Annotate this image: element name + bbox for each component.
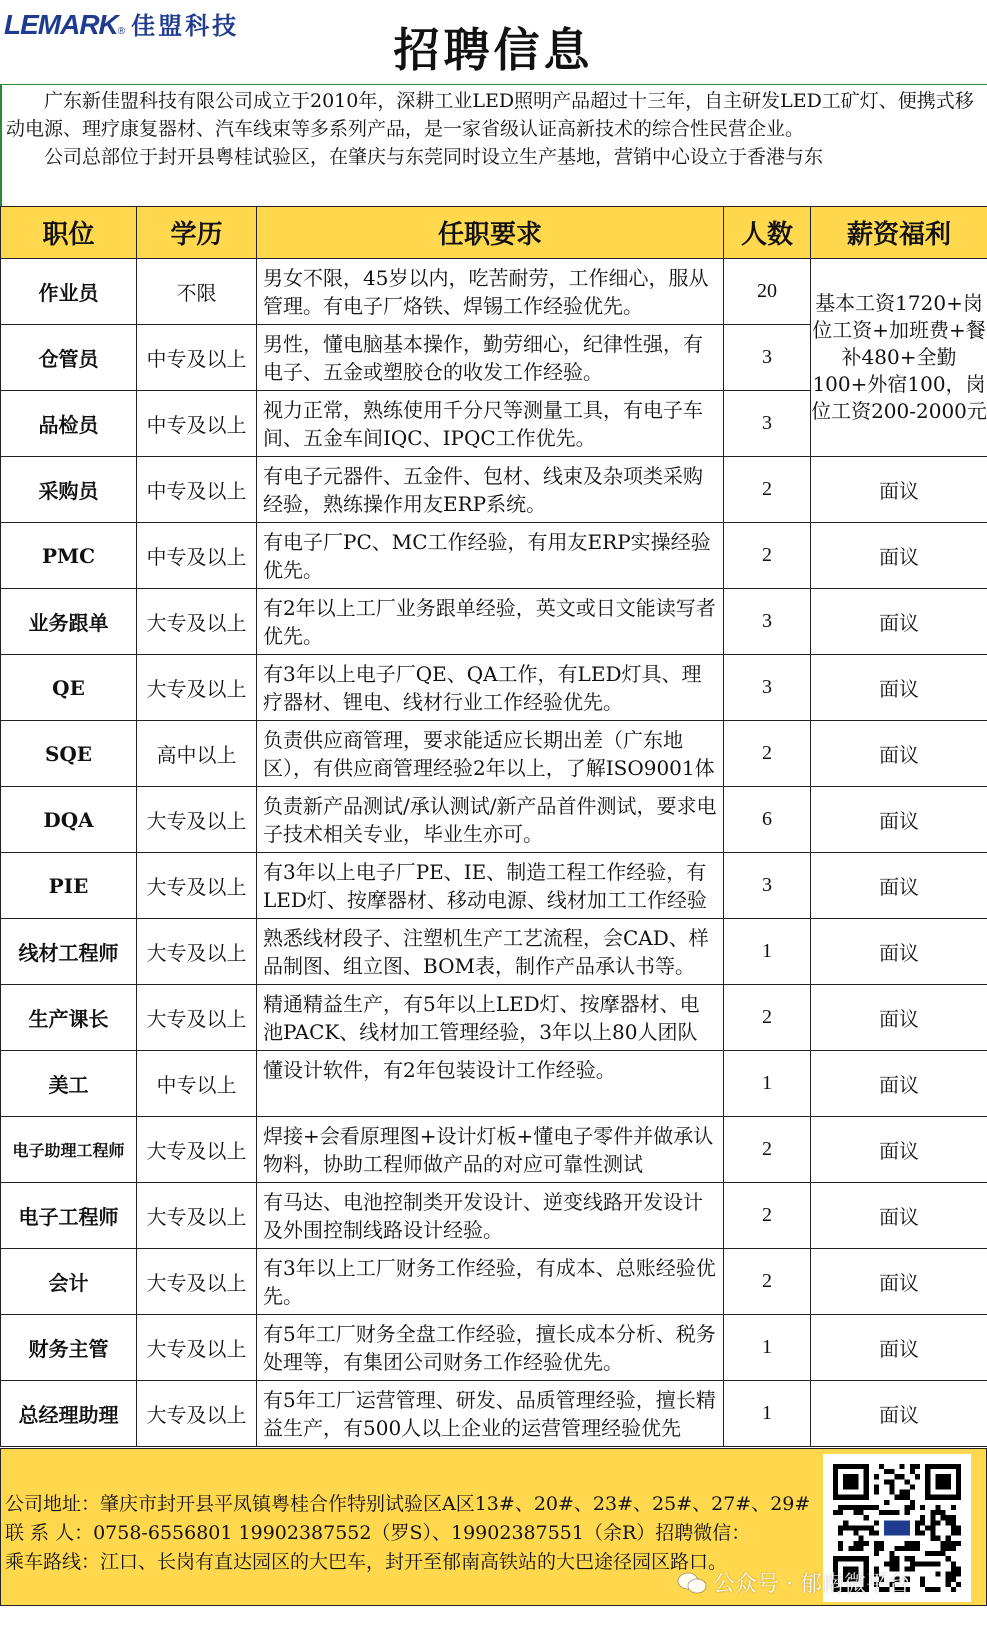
job-requirement-text: 男女不限，45岁以内，吃苦耐劳，工作细心，服从管理。有电子厂烙铁、焊锡工作经验优先。 (263, 266, 709, 318)
job-requirement (257, 1315, 724, 1381)
job-requirement-text: 有3年以上工厂财务工作经验，有成本、总账经验优先。 (263, 1256, 716, 1308)
footer-route: 乘车路线：江口、长岗有直达园区的大巴车，封开至郁南高铁站的大巴途径园区路口。 (5, 1551, 728, 1573)
job-position: 线材工程师 (1, 919, 137, 985)
header-position: 职位 (1, 207, 137, 259)
job-requirement-text: 熟悉线材段子、注塑机生产工艺流程，会CAD、样品制图、组立图、BOM表，制作产品承认书等。 (263, 926, 709, 978)
job-education: 大专及以上 (137, 655, 257, 721)
job-position: 仓管员 (1, 325, 137, 391)
job-requirement (257, 1249, 724, 1315)
wechat-icon (677, 1571, 707, 1595)
footer-contact: 联 系 人：0758-6556801 19902387552（罗S）、19902387551（余R）招聘微信： (5, 1522, 751, 1544)
job-count: 3 (724, 589, 811, 655)
job-education: 大专及以上 (137, 1183, 257, 1249)
table-row (1, 1381, 987, 1447)
job-position: 会计 (1, 1249, 137, 1315)
job-requirement (257, 655, 724, 721)
job-education: 大专及以上 (137, 985, 257, 1051)
job-position: 品检员 (1, 391, 137, 457)
job-position: SQE (1, 721, 137, 787)
bottom-margin (0, 1606, 987, 1626)
job-education: 大专及以上 (137, 1117, 257, 1183)
registered-mark: ® (117, 26, 126, 37)
logo-chinese-name: 佳盟科技 (131, 12, 240, 40)
company-intro (0, 84, 987, 206)
job-education: 大专及以上 (137, 1249, 257, 1315)
job-requirement-text: 负责新产品测试/承认测试/新产品首件测试，要求电子技术相关专业，毕业生亦可。 (263, 794, 717, 846)
job-count: 3 (724, 655, 811, 721)
job-requirement (257, 1117, 724, 1183)
table-row (1, 655, 987, 721)
job-education: 中专以上 (137, 1051, 257, 1117)
job-requirement-text: 有马达、电池控制类开发设计、逆变线路开发设计及外围控制线路设计经验。 (263, 1190, 703, 1242)
job-count: 2 (724, 457, 811, 523)
job-count: 1 (724, 919, 811, 985)
job-requirement (257, 1051, 724, 1117)
intro-paragraph-1: 广东新佳盟科技有限公司成立于2010年，深耕工业LED照明产品超过十三年，自主研发LED工矿灯、便携式移动电源、理疗康复器材、汽车线束等多系列产品，是一家省级认证高新技术的综合性民营企业。 (6, 90, 974, 140)
job-requirement-text: 精通精益生产，有5年以上LED灯、按摩器材、电池PACK、线材加工管理经验，3年以上80人团队 (263, 992, 700, 1044)
table-row (1, 1183, 987, 1249)
job-requirement (257, 721, 724, 787)
header-count: 人数 (724, 207, 811, 259)
intro-paragraph-2: 公司总部位于封开县粤桂试验区，在肇庆与东莞同时设立生产基地，营销中心设立于香港与东 (44, 146, 824, 168)
job-requirement-text: 焊接+会看原理图+设计灯板+懂电子零件并做承认物料，协助工程师做产品的对应可靠性测试 (263, 1124, 714, 1176)
watermark-text: 公众号 · 郁南微平台 (713, 1572, 910, 1597)
job-count: 2 (724, 523, 811, 589)
job-position: 生产课长 (1, 985, 137, 1051)
job-count: 2 (724, 985, 811, 1051)
job-salary: 面议 (811, 523, 987, 589)
job-education: 大专及以上 (137, 853, 257, 919)
job-education: 中专及以上 (137, 457, 257, 523)
table-row (1, 853, 987, 919)
header-salary: 薪资福利 (811, 207, 987, 259)
job-education: 高中以上 (137, 721, 257, 787)
job-requirement-text: 有3年以上电子厂PE、IE、制造工程工作经验，有LED灯、按摩器材、移动电源、线材加工工作经验 (263, 860, 707, 912)
job-count: 3 (724, 325, 811, 391)
table-row (1, 523, 987, 589)
job-table (0, 206, 987, 1447)
page-header (0, 0, 987, 84)
job-requirement-text: 有5年工厂财务全盘工作经验，擅长成本分析、税务处理等，有集团公司财务工作经验优先。 (263, 1322, 716, 1374)
job-count: 1 (724, 1381, 811, 1447)
job-salary: 面议 (811, 853, 987, 919)
job-salary: 面议 (811, 1117, 987, 1183)
job-salary-merged: 基本工资1720+岗位工资+加班费+餐补480+全勤100+外宿100，岗位工资200-2000元 (811, 259, 987, 457)
job-education: 大专及以上 (137, 919, 257, 985)
table-row (1, 721, 987, 787)
job-count: 2 (724, 1183, 811, 1249)
job-requirement-text: 有2年以上工厂业务跟单经验，英文或日文能读写者优先。 (263, 596, 716, 648)
job-position: 采购员 (1, 457, 137, 523)
table-row (1, 457, 987, 523)
table-row (1, 1315, 987, 1381)
job-salary: 面议 (811, 985, 987, 1051)
job-education: 大专及以上 (137, 1315, 257, 1381)
job-salary: 面议 (811, 1381, 987, 1447)
job-position: 总经理助理 (1, 1381, 137, 1447)
header-requirement: 任职要求 (257, 207, 724, 259)
job-salary: 面议 (811, 589, 987, 655)
table-row (1, 1051, 987, 1117)
job-salary: 面议 (811, 1183, 987, 1249)
job-salary: 面议 (811, 787, 987, 853)
job-position: 财务主管 (1, 1315, 137, 1381)
job-position: 电子工程师 (1, 1183, 137, 1249)
job-rows (1, 259, 987, 1447)
job-requirement (257, 1183, 724, 1249)
job-position: 作业员 (1, 259, 137, 325)
job-salary: 面议 (811, 919, 987, 985)
footer-text (5, 1490, 810, 1577)
job-position: QE (1, 655, 137, 721)
job-count: 1 (724, 1051, 811, 1117)
job-education: 中专及以上 (137, 523, 257, 589)
job-count: 2 (724, 1117, 811, 1183)
job-requirement (257, 523, 724, 589)
wechat-watermark (677, 1567, 910, 1598)
job-position: 业务跟单 (1, 589, 137, 655)
table-row (1, 919, 987, 985)
job-education: 大专及以上 (137, 589, 257, 655)
job-count: 6 (724, 787, 811, 853)
job-requirement (257, 1381, 724, 1447)
job-requirement (257, 919, 724, 985)
job-salary: 面议 (811, 1249, 987, 1315)
job-position: 电子助理工程师 (1, 1117, 137, 1183)
job-count: 3 (724, 853, 811, 919)
table-row (1, 589, 987, 655)
contact-footer (0, 1448, 987, 1606)
job-salary: 面议 (811, 457, 987, 523)
job-requirement (257, 985, 724, 1051)
table-row (1, 259, 987, 325)
job-salary: 面议 (811, 721, 987, 787)
job-requirement (257, 457, 724, 523)
footer-address: 公司地址：肇庆市封开县平凤镇粤桂合作特别试验区A区13#、20#、23#、25#、27#、29# (5, 1493, 811, 1515)
job-count: 3 (724, 391, 811, 457)
job-requirement-text: 男性，懂电脑基本操作，勤劳细心，纪律性强，有电子、五金或塑胶仓的收发工作经验。 (263, 332, 703, 384)
job-count: 20 (724, 259, 811, 325)
job-requirement-text: 负责供应商管理，要求能适应长期出差（广东地区），有供应商管理经验2年以上，了解ISO9001体 (263, 728, 715, 780)
job-requirement (257, 325, 724, 391)
table-header-row (1, 207, 987, 259)
job-requirement-text: 有5年工厂运营管理、研发、品质管理经验，擅长精益生产，有500人以上企业的运营管理经验优先 (263, 1388, 716, 1440)
table-row (1, 1117, 987, 1183)
job-requirement (257, 259, 724, 325)
header-education: 学历 (137, 207, 257, 259)
job-requirement-text: 视力正常，熟练使用千分尺等测量工具，有电子车间、五金车间IQC、IPQC工作优先。 (263, 398, 703, 450)
job-position: PIE (1, 853, 137, 919)
job-requirement (257, 853, 724, 919)
table-row (1, 1249, 987, 1315)
job-requirement (257, 589, 724, 655)
job-requirement (257, 391, 724, 457)
table-row (1, 787, 987, 853)
job-salary: 面议 (811, 1315, 987, 1381)
job-requirement-text: 有3年以上电子厂QE、QA工作，有LED灯具、理疗器材、锂电、线材行业工作经验优先。 (263, 662, 702, 714)
job-salary: 面议 (811, 1051, 987, 1117)
job-education: 中专及以上 (137, 391, 257, 457)
job-education: 大专及以上 (137, 787, 257, 853)
job-position: PMC (1, 523, 137, 589)
job-requirement-text: 有电子厂PC、MC工作经验，有用友ERP实操经验优先。 (263, 530, 711, 582)
logo-mark: LEMARK (4, 9, 118, 40)
job-education: 大专及以上 (137, 1381, 257, 1447)
job-position: DQA (1, 787, 137, 853)
job-count: 2 (724, 721, 811, 787)
table-row (1, 985, 987, 1051)
job-count: 1 (724, 1315, 811, 1381)
job-requirement-text: 有电子元器件、五金件、包材、线束及杂项类采购经验，熟练操作用友ERP系统。 (263, 464, 703, 516)
page-title: 招聘信息 (393, 23, 594, 77)
job-education: 不限 (137, 259, 257, 325)
job-salary: 面议 (811, 655, 987, 721)
job-requirement (257, 787, 724, 853)
job-requirement-text: 懂设计软件，有2年包装设计工作经验。 (263, 1058, 616, 1082)
job-position: 美工 (1, 1051, 137, 1117)
job-count: 2 (724, 1249, 811, 1315)
job-education: 中专及以上 (137, 325, 257, 391)
